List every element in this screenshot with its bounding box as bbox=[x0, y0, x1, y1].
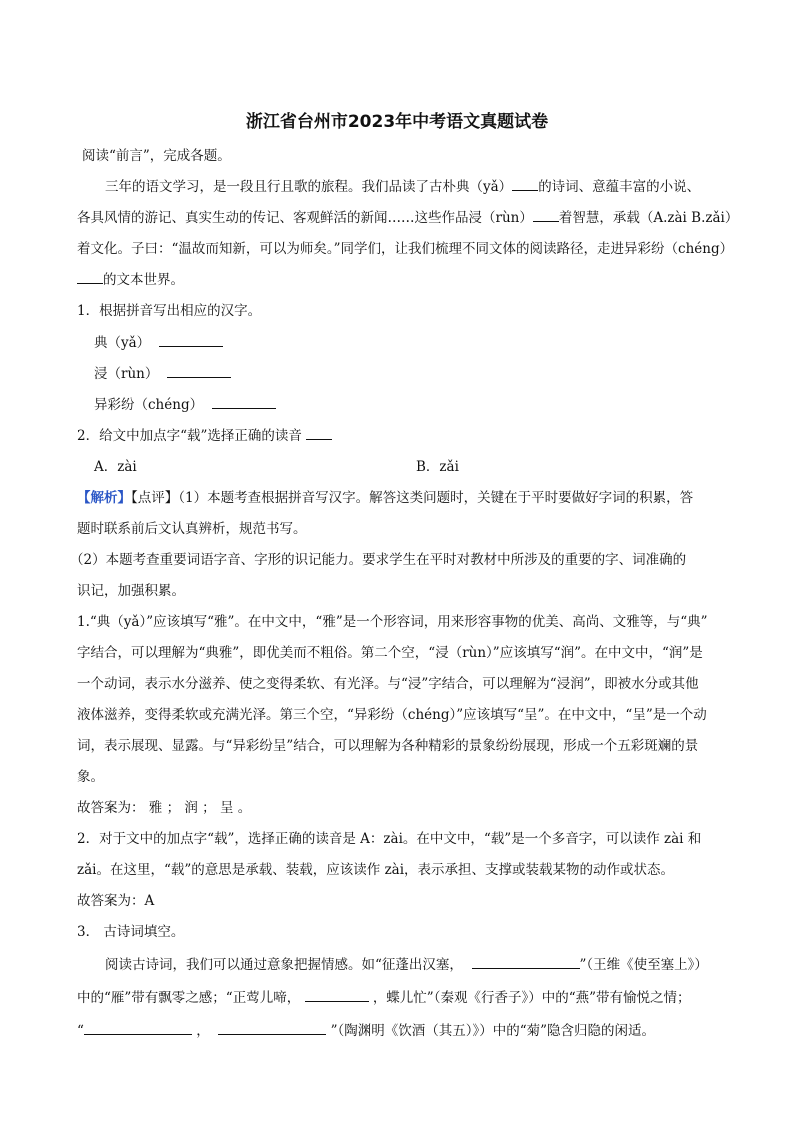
passage-line-1: 三年的语文学习，是一段且行且歌的旅程。我们品读了古朴典（yǎ） 的诗词、意蕴丰富的小说、 bbox=[105, 179, 701, 195]
passage-line-4: 的文本世界。 bbox=[77, 271, 747, 289]
answer-blank-1[interactable] bbox=[159, 334, 223, 347]
question-1-item-1: 典（yǎ） bbox=[94, 334, 764, 352]
answer-blank-3[interactable] bbox=[212, 396, 276, 409]
explanation-1-line-3: 一个动词，表示水分滋养、使之变得柔软、有光泽。与“浸”字结合，可以理解为“浸润”，即被水分或其他 bbox=[77, 676, 699, 692]
analysis-tag: 【解析】 bbox=[77, 490, 131, 506]
passage-line-2: 各具风情的游记、真实生动的传记、客观鲜活的新闻……这些作品浸（rùn） 着智慧，承载（A.zài B.zǎi） bbox=[77, 210, 739, 226]
blank-run[interactable] bbox=[533, 209, 559, 222]
analysis-line-2: 题时联系前后文认真辨析，规范书写。 bbox=[77, 521, 307, 537]
question-3-line-2: 中的“雁”带有飘零之感；“正莺儿啼， ，蝶儿忙”（秦观《行香子》）中的“燕”带有愉悦之情； bbox=[77, 990, 691, 1006]
option-a[interactable]: A．zài bbox=[94, 459, 137, 475]
analysis-line-1: 【解析】【点评】（1）本题考查根据拼音写汉字。解答这类问题时，关键在于平时要做好字词的积累，答 bbox=[77, 490, 694, 506]
question-3-line-1: 阅读古诗词，我们可以通过意象把握情感。如“征蓬出汉塞， ”（王维《使至塞上》） bbox=[105, 957, 708, 973]
question-2-stem: 2．给文中加点字“载”选择正确的读音 bbox=[77, 427, 747, 445]
question-3-line-3: “ ， ”（陶渊明《饮酒（其五）》）中的“菊”隐含归隐的闲适。 bbox=[77, 1023, 656, 1039]
question-1-item-3: 异彩纷（chéng） bbox=[94, 396, 764, 414]
poem-blank-3[interactable] bbox=[84, 1022, 192, 1035]
passage-line-3: 着文化。子曰：“温故而知新，可以为师矣。”同学们，让我们梳理不同文体的阅读路径，走进异彩纷（chéng） bbox=[77, 241, 734, 257]
explanation-1-line-4: 液体滋养，变得柔软或充满光泽。第三个空，“异彩纷（chéng）”应该填写“呈”。在中文中，“呈”是一个动 bbox=[77, 707, 707, 723]
poem-blank-4[interactable] bbox=[218, 1022, 326, 1035]
blank-cheng[interactable] bbox=[77, 271, 103, 284]
answer-2: 故答案为：A bbox=[77, 893, 155, 909]
blank-ya[interactable] bbox=[512, 178, 538, 191]
explanation-2-line-1: 2．对于文中的加点字“载”，选择正确的读音是 A：zài。在中文中，“载”是一个多音字，可以读作 zài 和 bbox=[77, 831, 702, 847]
answer-1: 故答案为： 雅 ； 润 ； 呈 。 bbox=[77, 800, 252, 816]
explanation-1-line-6: 象。 bbox=[77, 769, 104, 785]
answer-blank-q2[interactable] bbox=[306, 427, 332, 440]
explanation-2-line-2: zǎi。在这里，“载”的意思是承载、装载，应该读作 zài，表示承担、支撑或装载某物的动作或状态。 bbox=[77, 862, 675, 878]
explanation-1-line-5: 词，表示展现、显露。与“异彩纷呈”结合，可以理解为各种精彩的景象纷纷展现，形成一个五彩斑斓的景 bbox=[77, 738, 699, 754]
analysis-line-3: （2）本题考查重要词语字音、字形的识记能力。要求学生在平时对教材中所涉及的重要的字、词准确的 bbox=[70, 552, 687, 568]
poem-blank-2[interactable] bbox=[305, 989, 369, 1002]
poem-blank-1[interactable] bbox=[472, 956, 580, 969]
explanation-1-line-2: 字结合，可以理解为“典雅”，即优美而不粗俗。第二个空，“浸（rùn）”应该填写“润”。在中文中，“润”是 bbox=[77, 645, 703, 661]
question-1-stem: 1．根据拼音写出相应的汉字。 bbox=[77, 303, 262, 319]
analysis-line-4: 识记，加强积累。 bbox=[77, 583, 185, 599]
question-3-stem: 3． 古诗词填空。 bbox=[77, 924, 185, 940]
question-1-item-2: 浸（rùn） bbox=[94, 365, 764, 383]
intro-text: 阅读“前言”，完成各题。 bbox=[82, 148, 231, 164]
option-b[interactable]: B．zǎi bbox=[416, 459, 459, 475]
page-title: 浙江省台州市2023年中考语文真题试卷 bbox=[245, 112, 549, 132]
explanation-1-line-1: 1.“典（yǎ）”应该填写“雅”。在中文中，“雅”是一个形容词，用来形容事物的优美、高尚、文雅等，与“典” bbox=[77, 614, 708, 630]
answer-blank-2[interactable] bbox=[167, 365, 231, 378]
